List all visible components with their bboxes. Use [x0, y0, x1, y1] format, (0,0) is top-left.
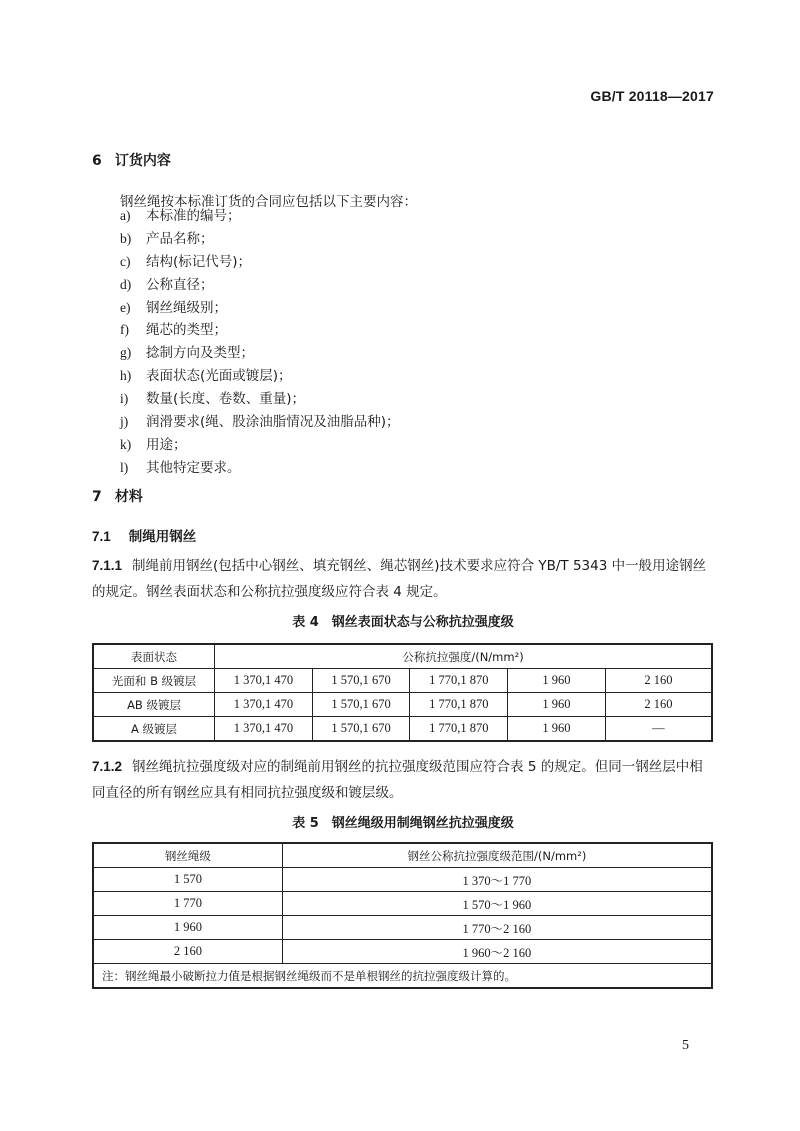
list-item-letter: f) — [120, 322, 129, 338]
list-item — [120, 297, 400, 320]
table-5 — [92, 842, 713, 989]
table-cell: 1 960 — [508, 693, 606, 717]
order-content-list — [120, 205, 400, 480]
table-cell: 光面和 B 级镀层 — [93, 669, 215, 693]
list-item — [120, 319, 400, 342]
list-item-letter: g) — [120, 345, 132, 361]
table-cell: 1 370,1 470 — [215, 717, 313, 742]
table-cell: 1 370,1 470 — [215, 693, 313, 717]
table-cell: 2 160 — [605, 669, 712, 693]
table-row — [93, 717, 712, 742]
section-7-1-title: 制绳用钢丝 — [128, 529, 197, 545]
section-7-1-heading — [92, 525, 196, 545]
section-7-number: 7 — [92, 489, 102, 505]
table-4 — [92, 643, 713, 742]
list-item-text: 本标准的编号； — [146, 208, 241, 224]
section-7-title: 材料 — [114, 489, 143, 505]
table-cell: 2 160 — [605, 693, 712, 717]
table-cell: 1 370～1 770 — [282, 868, 712, 892]
list-item — [120, 251, 400, 274]
section-6-number: 6 — [92, 153, 102, 169]
table-row — [93, 892, 712, 916]
page-number: 5 — [682, 1038, 689, 1053]
list-item-letter: k) — [120, 436, 132, 452]
section-6-title: 订货内容 — [114, 153, 171, 169]
table-cell: 1 770～2 160 — [282, 916, 712, 940]
list-item-letter: l) — [120, 459, 129, 475]
table-header-row — [93, 843, 712, 868]
table-row — [93, 669, 712, 693]
list-item — [120, 205, 400, 228]
list-item-letter: a) — [120, 208, 131, 223]
table-row — [93, 940, 712, 964]
table-header-cell: 公称抗拉强度/(N/mm²) — [215, 644, 712, 669]
list-item-text: 钢丝绳级别； — [146, 299, 227, 316]
list-item-letter: c) — [120, 253, 131, 269]
table-cell: 1 770,1 870 — [410, 717, 508, 742]
list-item-text: 其他特定要求。 — [146, 459, 241, 476]
table-cell: 1 770,1 870 — [410, 669, 508, 693]
table-cell: 1 570 — [93, 868, 282, 892]
list-item-letter: b) — [120, 230, 132, 246]
list-item-letter: i) — [120, 391, 129, 407]
table-cell: 1 370,1 470 — [215, 669, 313, 693]
table-4-caption: 表 4 钢丝表面状态与公称抗拉强度级 — [292, 615, 514, 630]
table-cell: 1 770 — [93, 892, 282, 916]
list-item — [120, 274, 400, 297]
list-item-text: 产品名称； — [146, 230, 214, 247]
list-item-text: 公称直径； — [146, 276, 214, 293]
list-item — [120, 388, 400, 411]
table-cell: 1 960 — [93, 916, 282, 940]
list-item — [120, 411, 400, 434]
table-cell: AB 级镀层 — [93, 693, 215, 717]
list-item-text: 用途； — [146, 436, 187, 453]
clause-7-1-1 — [92, 553, 714, 605]
list-item-text: 数量(长度、卷数、重量)； — [146, 391, 306, 408]
table-5-caption: 表 5 钢丝绳级用制绳钢丝抗拉强度级 — [292, 816, 514, 831]
section-7-heading — [92, 486, 143, 506]
section-7-1-number: 7.1 — [92, 529, 111, 544]
list-item-text: 捻制方向及类型； — [146, 345, 254, 362]
table-cell: 1 770,1 870 — [410, 693, 508, 717]
clause-7-1-2-text: 钢丝绳抗拉强度级对应的制绳前用钢丝的抗拉强度级范围应符合表 5 的规定。但同一钢丝层中相同直径的所有钢丝应具有相同抗拉强度级和镀层级。 — [92, 759, 703, 801]
table-cell: 1 570,1 670 — [312, 717, 410, 742]
list-item — [120, 365, 400, 388]
standard-code: GB/T 20118—2017 — [590, 88, 714, 104]
table-row — [93, 868, 712, 892]
table-cell: 1 960 — [508, 717, 606, 742]
clause-7-1-1-number: 7.1.1 — [92, 558, 123, 573]
clause-7-1-2-number: 7.1.2 — [92, 759, 123, 774]
section-6-heading — [92, 150, 171, 170]
list-item — [120, 457, 400, 480]
table-cell: 1 570～1 960 — [282, 892, 712, 916]
list-item-text: 润滑要求(绳、股涂油脂情况及油脂品种)； — [146, 414, 400, 431]
table-header-cell: 表面状态 — [93, 644, 215, 669]
table-cell: 2 160 — [93, 940, 282, 964]
list-item — [120, 434, 400, 457]
table-header-cell: 钢丝绳级 — [93, 843, 282, 868]
table-cell: A 级镀层 — [93, 717, 215, 742]
list-item-letter: j) — [120, 414, 129, 430]
table-note: 注：钢丝绳最小破断拉力值是根据钢丝绳级而不是单根钢丝的抗拉强度级计算的。 — [93, 964, 712, 989]
table-cell: 1 960～2 160 — [282, 940, 712, 964]
list-item-text: 结构(标记代号)； — [146, 253, 252, 270]
list-item-letter: d) — [120, 276, 132, 292]
clause-7-1-1-text: 制绳前用钢丝(包括中心钢丝、填充钢丝、绳芯钢丝)技术要求应符合 YB/T 5343 中一般用途钢丝的规定。钢丝表面状态和公称抗拉强度级应符合表 4 规定。 — [92, 558, 707, 600]
list-item-letter: h) — [120, 368, 132, 384]
list-item-text: 绳芯的类型； — [146, 322, 227, 339]
table-cell: 1 570,1 670 — [312, 669, 410, 693]
table-row — [93, 693, 712, 717]
table-note-row — [93, 964, 712, 989]
table-header-cell: 钢丝公称抗拉强度级范围/(N/mm²) — [282, 843, 712, 868]
table-cell: 1 570,1 670 — [312, 693, 410, 717]
table-cell: — — [605, 717, 712, 742]
table-row — [93, 916, 712, 940]
list-item-text: 表面状态(光面或镀层)； — [146, 368, 292, 385]
table-cell: 1 960 — [508, 669, 606, 693]
table-header-row — [93, 644, 712, 669]
clause-7-1-2 — [92, 754, 714, 806]
list-item — [120, 228, 400, 251]
section-6-intro: 钢丝绳按本标准订货的合同应包括以下主要内容： — [120, 194, 417, 210]
list-item-letter: e) — [120, 299, 131, 315]
list-item — [120, 342, 400, 365]
